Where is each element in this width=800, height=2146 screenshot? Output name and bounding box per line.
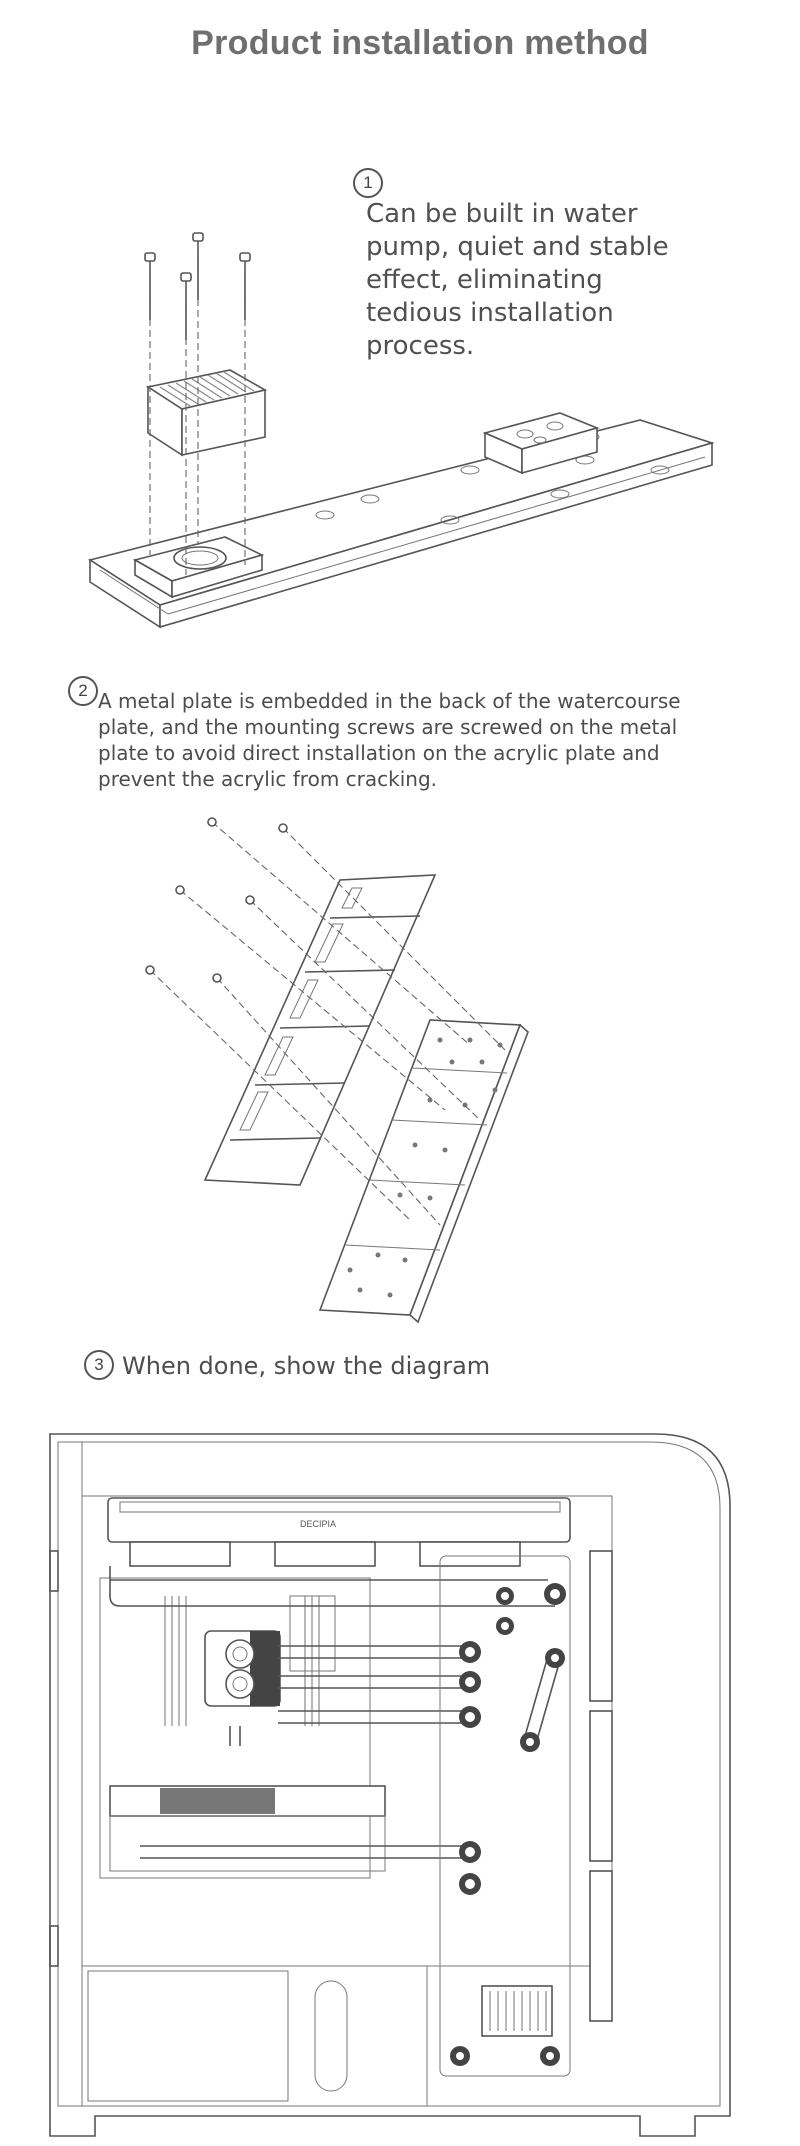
screws — [146, 818, 287, 982]
step-2-number: 2 — [68, 676, 98, 706]
step-3-pc-case-diagram — [0, 1426, 800, 2146]
step-1-illustration — [0, 225, 800, 645]
step-1-text: Can be built in water pump, quiet and stable effect, eliminating tedious installation process. — [366, 199, 669, 361]
page-title: Product installation method — [191, 24, 649, 62]
step-1-number: 1 — [353, 168, 383, 198]
top-radiator — [108, 1498, 570, 1542]
step-3-number: 3 — [84, 1350, 114, 1380]
motherboard — [100, 1578, 370, 1878]
step-2-illustration — [0, 800, 800, 1330]
side-fans — [590, 1551, 612, 2021]
step-2-text: A metal plate is embedded in the back of the watercourse plate, and the mounting screws are screwed on the metal plate to avoid direct installation on the acrylic plate and prevent the acrylic from cracking. — [98, 689, 681, 791]
step-3-text: When done, show the diagram — [122, 1352, 491, 1380]
pump-heatsink — [482, 1986, 552, 2036]
brand-mark: DECIPIA — [300, 1519, 337, 1529]
